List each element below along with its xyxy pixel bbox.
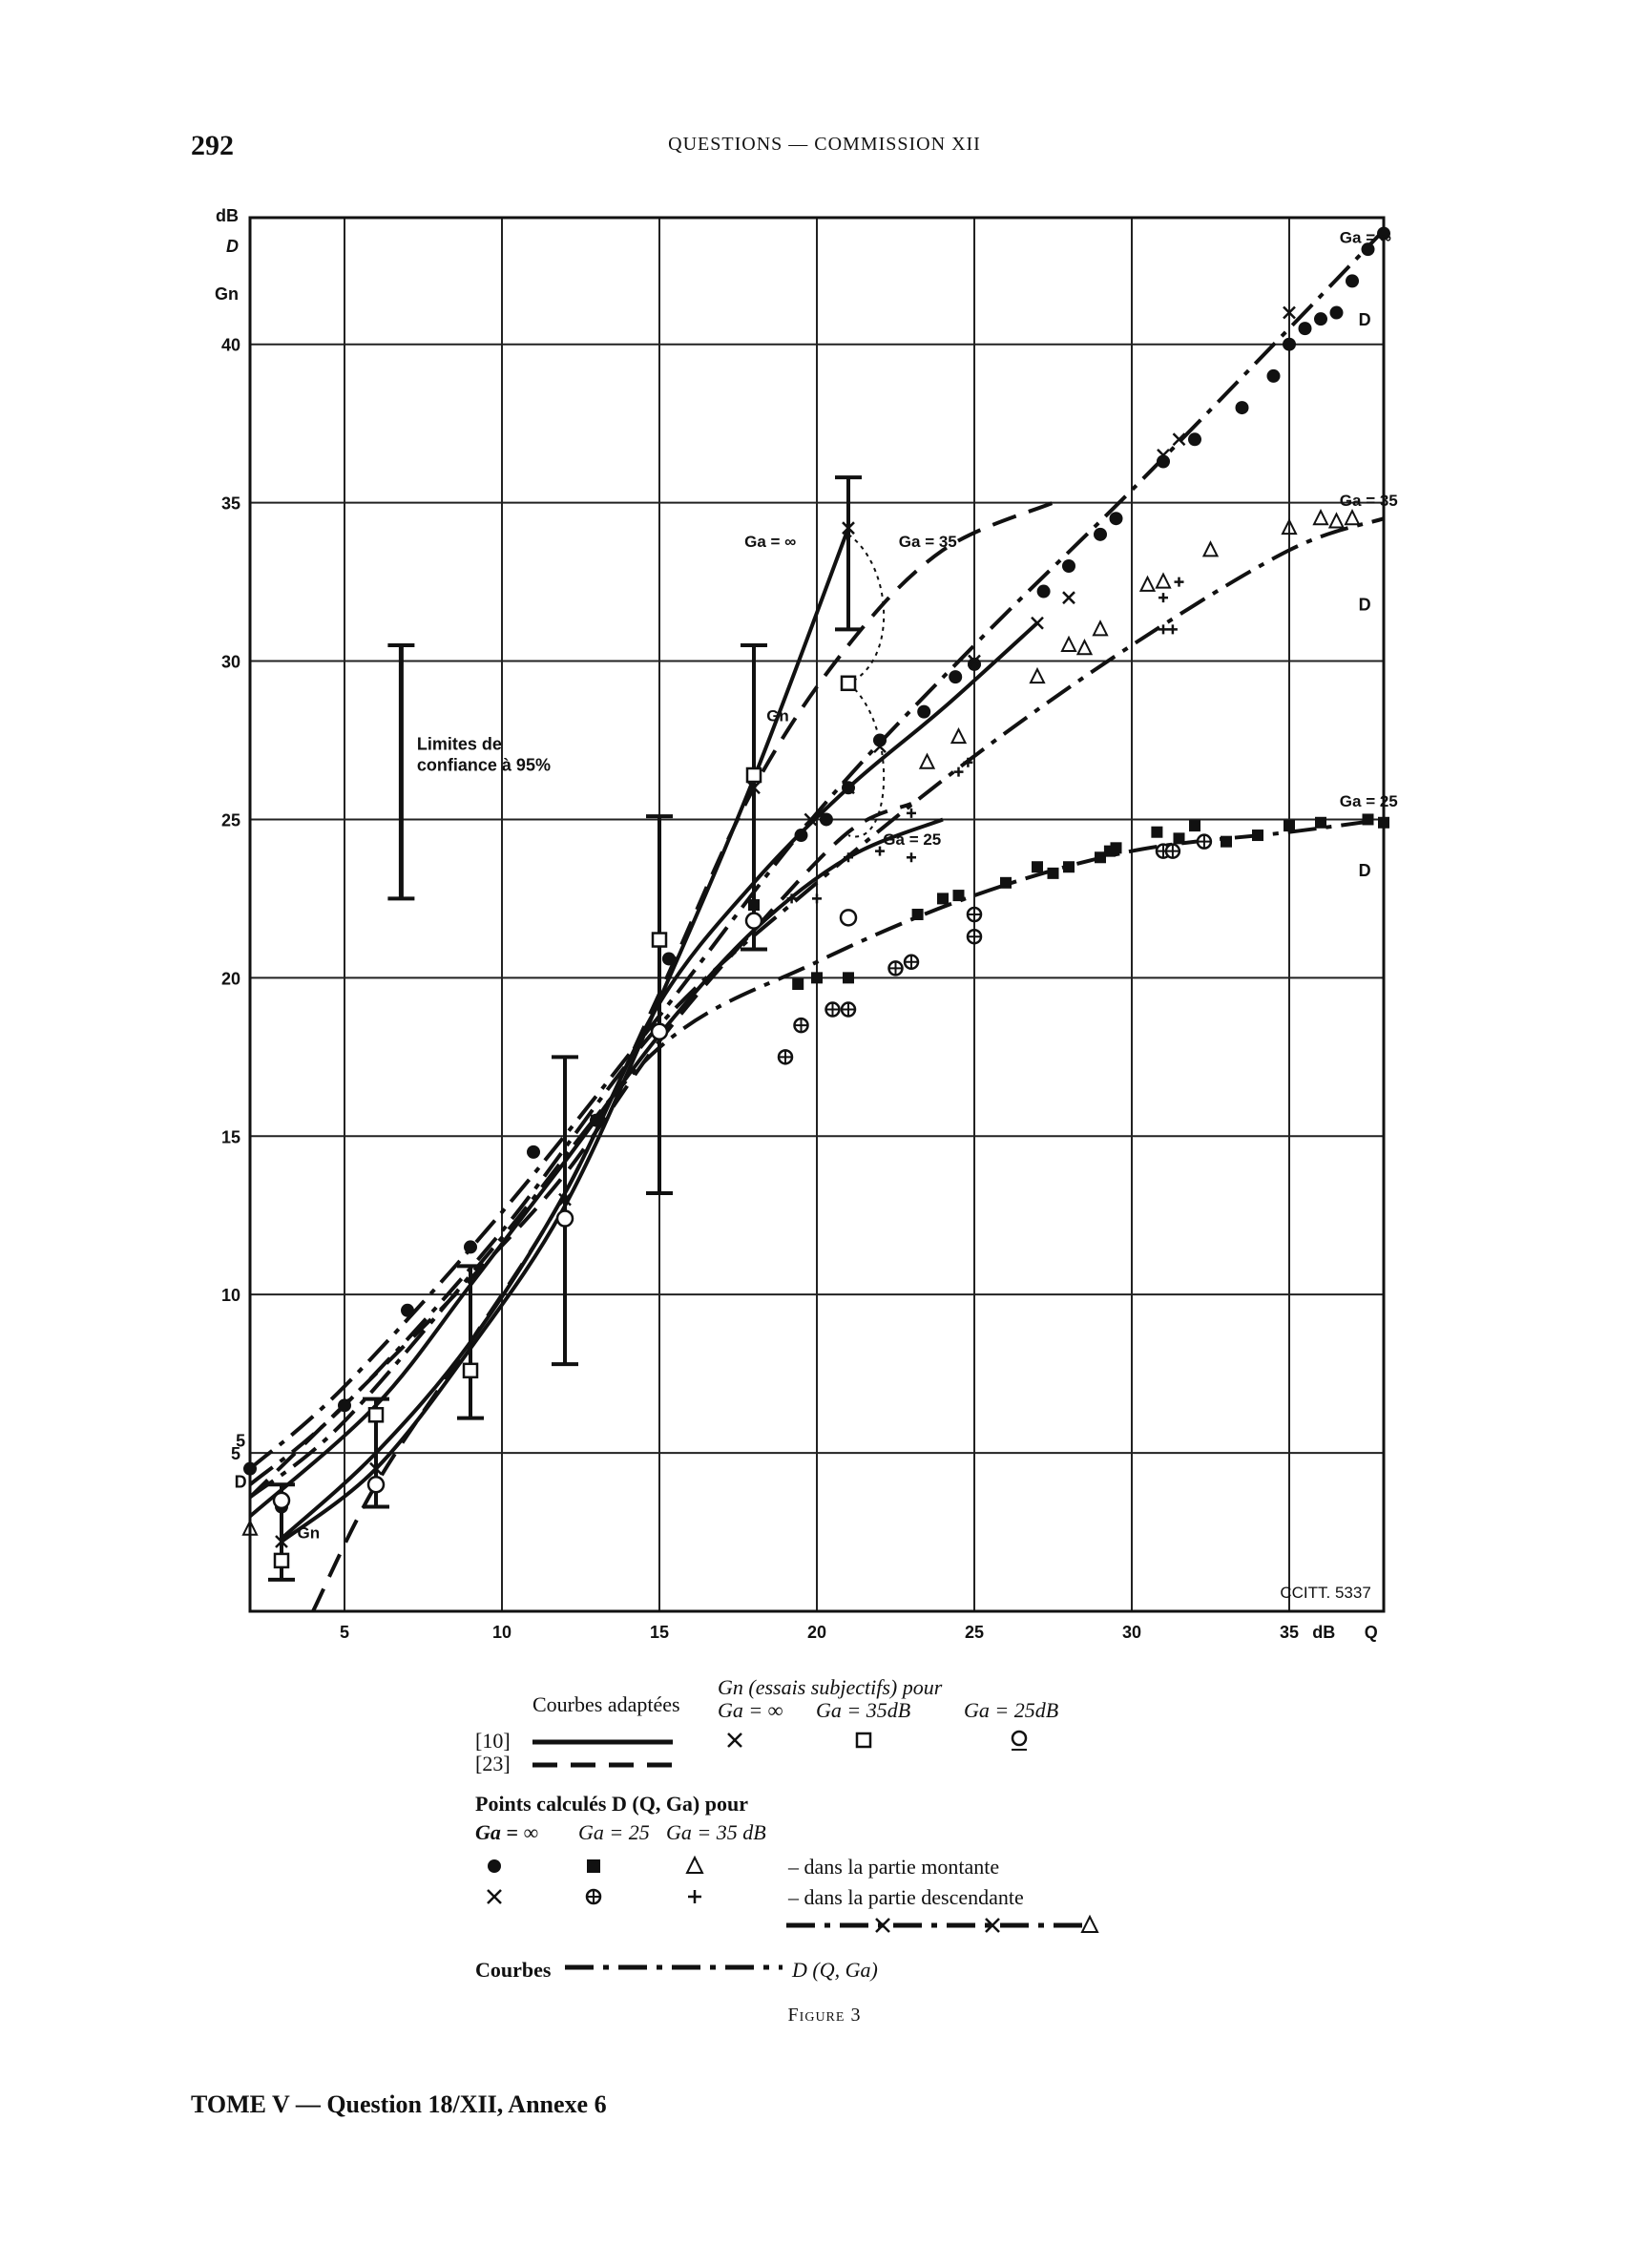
calc-point-25-rising-9 [1032,861,1043,872]
x-tick-label-25: 25 [964,1623,985,1642]
subj-point-25-3 [652,1024,667,1040]
subj-point-35-1 [369,1408,383,1421]
legend-marker-calc-35-falling [688,1890,701,1903]
calc-point-35-falling-10 [1158,624,1168,634]
subj-point-25-1 [368,1477,384,1492]
calc-point-inf-falling-5 [1063,592,1075,603]
calc-point-inf-rising-4 [464,1240,477,1253]
calc-point-25-falling-2 [826,1003,840,1017]
subj-point-25-0 [274,1493,289,1508]
legend-rising: – dans la partie montante [788,1855,1000,1879]
subj-point-35-4 [747,768,761,782]
confidence-label-line-2: confiance à 95% [416,755,551,775]
fit-curve-0 [282,528,848,1542]
legend-marker-calc-inf-falling [488,1890,501,1903]
legend-ref-23: [23] [475,1752,511,1775]
label-ga-25-mid: Ga = 25 [883,830,942,849]
calc-point-25-rising-6 [937,892,949,904]
confidence-label [417,734,551,774]
calc-point-25-rising-14 [1111,842,1122,853]
legend-calc-25: Ga = 25 [578,1820,650,1844]
calc-point-25-rising-17 [1189,820,1200,831]
label-ga-inf-right: Ga = ∞ [1339,228,1391,247]
legend-col-25: Ga = 25dB [964,1698,1059,1722]
legend-sample-tri [1082,1917,1097,1932]
calc-point-inf-rising-17 [1094,528,1107,541]
calc-point-inf-rising-24 [1299,322,1312,335]
figure-caption: Figure 3 [787,2005,862,2026]
figure-legend [458,1675,1241,2000]
legend-falling: – dans la partie descendante [788,1885,1024,1909]
y-axis-label-gn: Gn [215,284,239,304]
legend-curves-label: Courbes [475,1958,552,1982]
y-tick-label-15: 15 [220,1127,240,1147]
calc-point-inf-rising-12 [917,705,930,719]
legend-calc-35: Ga = 35 dB [666,1820,766,1844]
calc-point-inf-rising-13 [949,670,962,683]
label-ga-35-right: Ga = 35 [1339,491,1398,510]
calc-point-35-falling-4 [907,852,916,862]
calc-point-inf-rising-25 [1314,312,1327,326]
x-tick-label-15: 15 [649,1623,670,1642]
chart-credit: CCITT. 5337 [1280,1584,1371,1602]
legend-graphics [458,1675,1241,2000]
confidence-label-line-1: Limites de [416,734,502,754]
x-tick-label-10: 10 [491,1623,512,1642]
y-axis-unit: dB [216,206,239,225]
y-tick-label-20: 20 [220,969,240,989]
calc-point-25-rising-10 [1048,868,1059,879]
calc-point-35-rising-7 [1141,578,1155,591]
y-tick-label-25: 25 [220,810,240,830]
calc-point-35-rising-8 [1157,575,1170,588]
calc-point-25-rising-18 [1221,836,1232,848]
calc-point-25-rising-23 [1378,817,1389,829]
calc-point-25-rising-3 [811,972,823,983]
legend-calc-inf: Ga = ∞ [475,1820,539,1844]
fit-curve-4 [250,804,911,1498]
calc-point-inf-rising-20 [1188,432,1201,446]
calc-point-25-falling-4 [889,961,903,975]
calc-point-25-rising-1 [748,899,760,911]
calc-point-25-falling-3 [842,1003,855,1017]
label-ga-inf-mid: Ga = ∞ [744,533,797,552]
x-tick-label-20: 20 [806,1623,827,1642]
calc-point-35-falling-9 [1175,578,1184,587]
calc-point-inf-rising-16 [1062,559,1075,573]
calc-point-inf-rising-26 [1330,306,1344,320]
calc-point-25-rising-15 [1151,827,1162,838]
legend-curves-formula: D (Q, Ga) [792,1958,878,1982]
calc-point-25-falling-7 [968,908,981,921]
legend-ref-10: [10] [475,1729,511,1753]
calc-point-25-falling-6 [968,930,981,943]
label-d-inf: D [1358,309,1371,329]
subj-point-35-5 [842,677,855,690]
calc-point-25-falling-9 [1166,845,1179,858]
subj-point-25-5 [841,910,856,925]
calc-point-35-rising-13 [1346,511,1359,524]
label-five-left: 5 [236,1431,246,1451]
error-bars [268,477,862,1580]
calc-point-35-rising-5 [1078,640,1092,654]
calc-point-25-rising-8 [1000,877,1012,889]
subj-point-35-0 [275,1554,288,1567]
calc-point-inf-rising-18 [1110,512,1123,525]
calc-point-inf-rising-3 [401,1304,414,1317]
y-tick-label-10: 10 [220,1286,240,1306]
legend-subjective-title: Gn (essais subjectifs) pour [718,1675,943,1699]
calc-point-35-rising-11 [1314,511,1327,524]
calc-point-inf-rising-9 [820,812,833,826]
y-tick-label-40: 40 [220,335,240,355]
label-gn-mid: Gn [766,706,789,725]
calc-point-35-falling-1 [812,893,822,903]
y-tick-label-30: 30 [220,652,240,672]
label-d-35: D [1358,595,1371,615]
calc-point-inf-falling-4 [1032,618,1043,629]
calc-point-inf-rising-21 [1236,401,1249,414]
calc-point-25-rising-7 [953,890,965,901]
calc-point-25-falling-1 [795,1018,808,1032]
calc-point-25-falling-5 [905,956,918,969]
label-ga-25-right: Ga = 25 [1339,792,1398,811]
calc-point-inf-rising-27 [1346,274,1359,287]
calc-point-25-rising-4 [843,972,854,983]
legend-col-inf: Ga = ∞ [718,1698,783,1722]
legend-marker-calc-35-rising [687,1858,702,1873]
x-tick-label-5: 5 [339,1623,350,1642]
label-d-25: D [1358,861,1371,881]
chart-labels [215,206,1398,1642]
calc-point-35-rising-1 [921,755,934,768]
calc-point-inf-rising-5 [527,1145,540,1159]
calc-point-25-falling-10 [1198,835,1211,849]
legend-adapted-title: Courbes adaptées [532,1692,680,1716]
legend-marker-subj-inf [728,1733,741,1747]
subj-point-35-2 [464,1364,477,1377]
calc-point-25-rising-20 [1284,820,1295,831]
calc-point-35-rising-3 [1031,669,1044,682]
calc-point-25-rising-16 [1174,832,1185,844]
subj-point-35-3 [653,934,666,947]
x-axis-label-q: Q [1364,1623,1378,1642]
legend-col-35: Ga = 35dB [816,1698,911,1722]
legend-marker-subj-25 [1012,1732,1026,1745]
calc-point-35-rising-2 [952,729,966,743]
calc-point-inf-rising-2 [338,1398,351,1412]
legend-marker-calc-inf-rising [488,1859,501,1873]
calc-point-inf-rising-8 [795,829,808,842]
calc-point-25-rising-2 [792,978,804,990]
calc-point-35-falling-11 [1168,624,1178,634]
calc-point-25-falling-0 [779,1050,792,1063]
legend-marker-subj-35 [857,1733,870,1747]
x-tick-label-35: 35 [1279,1623,1300,1642]
label-d-left: D [234,1472,247,1492]
calc-point-35-rising-12 [1330,514,1344,528]
calc-point-inf-rising-7 [662,952,676,965]
y-tick-label-5: 5 [230,1444,240,1464]
calc-point-35-rising-9 [1204,542,1218,556]
calc-point-inf-rising-23 [1283,338,1296,351]
x-tick-label-30: 30 [1121,1623,1142,1642]
calc-point-25-rising-5 [912,909,924,920]
label-ga-35-mid: Ga = 35 [898,533,957,552]
y-tick-label-35: 35 [220,494,240,514]
calc-point-25-rising-22 [1363,813,1374,825]
subj-point-25-2 [557,1211,573,1227]
calc-point-35-rising-6 [1094,621,1107,635]
calc-point-inf-rising-15 [1037,585,1051,598]
calc-point-25-rising-11 [1063,861,1075,872]
page-footer: TOME V — Question 18/XII, Annexe 6 [191,2090,607,2118]
calc-point-25-rising-19 [1252,830,1263,841]
calc-point-35-falling-8 [1158,593,1168,602]
calc-point-35-rising-4 [1062,638,1075,651]
fit-curve-3 [313,503,1054,1611]
subj-point-25-4 [746,914,762,929]
page-number: 292 [191,130,234,161]
legend-marker-calc-25-rising [587,1859,600,1873]
calc-point-25-rising-0 [591,1115,602,1126]
calc-point-25-rising-21 [1315,817,1326,829]
y-axis-label-d: D [226,237,239,256]
label-gn-low: Gn [297,1523,321,1543]
calc-point-inf-rising-22 [1267,369,1281,383]
legend-calc-title: Points calculés D (Q, Ga) pour [475,1792,748,1816]
x-axis-unit: dB [1312,1623,1336,1642]
calc-point-35-falling-6 [954,767,964,777]
running-header: QUESTIONS — COMMISSION XII [668,134,981,155]
